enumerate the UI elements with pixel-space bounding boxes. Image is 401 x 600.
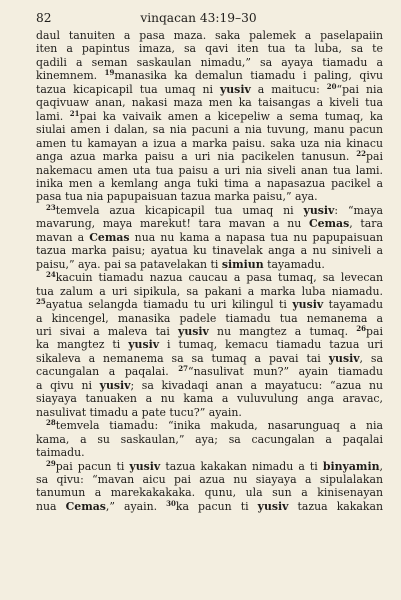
text-line: tanumun a marekakakaka. qunu, ula sun a kinisenayan <box>36 486 383 500</box>
bold-name: yusiv <box>128 338 160 352</box>
text-line: $^{28}$temvela tiamadu: “inika makuda, nasarunguaq a nia <box>46 419 383 433</box>
page-header <box>36 11 383 25</box>
bold-name: Cemas <box>308 217 350 231</box>
text-line: siulai amen i dalan, sa nia pacuni a nia tuvung, manu pacun <box>36 123 383 137</box>
text-line: paisu,” aya. pai sa patavelakan ti simiun tayamadu. <box>36 257 325 271</box>
text-line: nua Cemas,” ayain. $^{30}$ka pacun ti yusiv tazua kakakan <box>36 499 383 513</box>
text-line: $^{24}$kacuin tiamadu nazua caucau a pasa tumaq, sa levecan <box>46 271 383 285</box>
text-line: qaqivuaw anan, nakasi maza men ka taisangas a kiveli tua <box>36 96 383 110</box>
text-line: mavarung, maya marekut! tara mavan a nu Cemas, tara <box>36 217 383 231</box>
text-line: taimadu. <box>36 446 85 460</box>
text-line: siayaya tanuaken a nu kama a vuluvulung anga aravac, <box>36 392 383 406</box>
text-line: mavan a Cemas nua nu kama a napasa tua nu papupaisuan <box>36 230 383 244</box>
text-line: nakemacu amen uta tua paisu a uri nia siveli anan tua lami. <box>36 163 383 177</box>
text-line: qadili a seman saskaulan nimadu,” sa ayaya tiamadu a <box>36 55 383 69</box>
running-title: vinqacan 43:19–30 <box>140 11 257 25</box>
bold-name: yusiv <box>328 351 360 365</box>
text-line: amen tu kamayan a izua a marka paisu. saka uza nia kinacu <box>36 136 383 150</box>
verse-number: 24 <box>46 271 56 280</box>
text-line: kinemnem. $^{19}$manasika ka demalun tiamadu i paling, qivu <box>36 69 383 83</box>
text-line: lami. $^{21}$pai ka vaivaik amen a kicepeliw a sema tumaq, ka <box>36 109 383 123</box>
text-line: uri sivai a maleva tai yusiv nu mangtez a tumaq. $^{26}$pai <box>36 324 383 338</box>
text-line: $^{25}$ayatua selangda tiamadu tu uri kilingul ti yusiv tayamadu <box>36 298 383 312</box>
verse-number: 20 <box>326 82 337 91</box>
text-line: sa qivu: “mavan aicu pai azua nu siayaya a sipulalakan <box>36 472 383 486</box>
text-line: tazua marka paisu; ayatua ku tinavelak anga a nu siniveli a <box>36 244 383 258</box>
text-line: tazua kicapicapil tua umaq ni yusiv a maitucu: $^{20}$“pai nia <box>36 82 383 96</box>
text-line: pasa tua nia papupaisuan tazua marka paisu,” aya. <box>36 190 318 204</box>
verse-text <box>36 29 383 513</box>
verse-number: 23 <box>46 203 56 212</box>
bold-name: yusiv <box>292 298 324 312</box>
bold-name: yusiv <box>257 499 289 513</box>
verse-number: 19 <box>104 69 115 78</box>
bold-name: yusiv <box>219 82 251 96</box>
verse-number: 25 <box>36 298 46 307</box>
page-number: 82 <box>36 11 52 25</box>
bold-name: Cemas <box>89 230 130 244</box>
text-line: $^{23}$temvela azua kicapicapil tua umaq ni yusiv: “maya <box>46 203 383 217</box>
verse-number: 30 <box>166 499 176 508</box>
verse-number: 21 <box>69 109 80 118</box>
text-line: inika men a kemlang anga tuki tima a napasazua pacikel a <box>36 176 383 190</box>
verse-number: 22 <box>356 150 367 159</box>
bold-name: yusiv <box>178 324 209 338</box>
text-line: nasulivat timadu a pate tucu?” ayain. <box>36 405 242 419</box>
text-line: cacungalan a paqalai. $^{27}$“nasulivat mun?” ayain tiamadu <box>36 365 383 379</box>
bold-name: yusiv <box>99 378 131 392</box>
bold-name: Cemas <box>65 499 106 513</box>
text-line: daul tanuiten a pasa maza. saka palemek a paselapaiin <box>36 29 383 42</box>
bold-name: yusiv <box>303 203 335 217</box>
text-line: iten a papintus imaza, sa qavi iten tua ta luba, sa te <box>36 42 383 56</box>
text-line: a qivu ni yusiv; sa kivadaqi anan a mayatucu: “azua nu <box>36 378 383 392</box>
text-line: ka mangtez ti yusiv i tumaq, kemacu tiamadu tazua uri <box>36 338 383 352</box>
text-line: a kincengel, manasika padele tiamadu tua nemanema a <box>36 311 383 325</box>
text-line: tua zalum a uri sipikula, sa pakani a marka luba niamadu. <box>36 284 383 298</box>
text-line: sikaleva a nemanema sa sa tumaq a pavai tai yusiv, sa <box>36 351 383 365</box>
verse-number: 26 <box>356 324 367 333</box>
verse-number: 29 <box>46 459 56 468</box>
text-line: anga azua marka paisu a uri nia pacikelen tanusun. $^{22}$pai <box>36 150 383 164</box>
verse-number: 27 <box>178 365 189 374</box>
bold-name: simiun <box>221 257 264 271</box>
verse-number: 28 <box>46 419 56 428</box>
text-line: kama, a su saskaulan,” aya; sa cacungalan a paqalai <box>36 432 383 446</box>
bold-name: binyamin <box>322 459 380 473</box>
text-line: $^{29}$pai pacun ti yusiv tazua kakakan nimadu a ti binyamin, <box>46 459 383 473</box>
bold-name: yusiv <box>129 459 161 473</box>
